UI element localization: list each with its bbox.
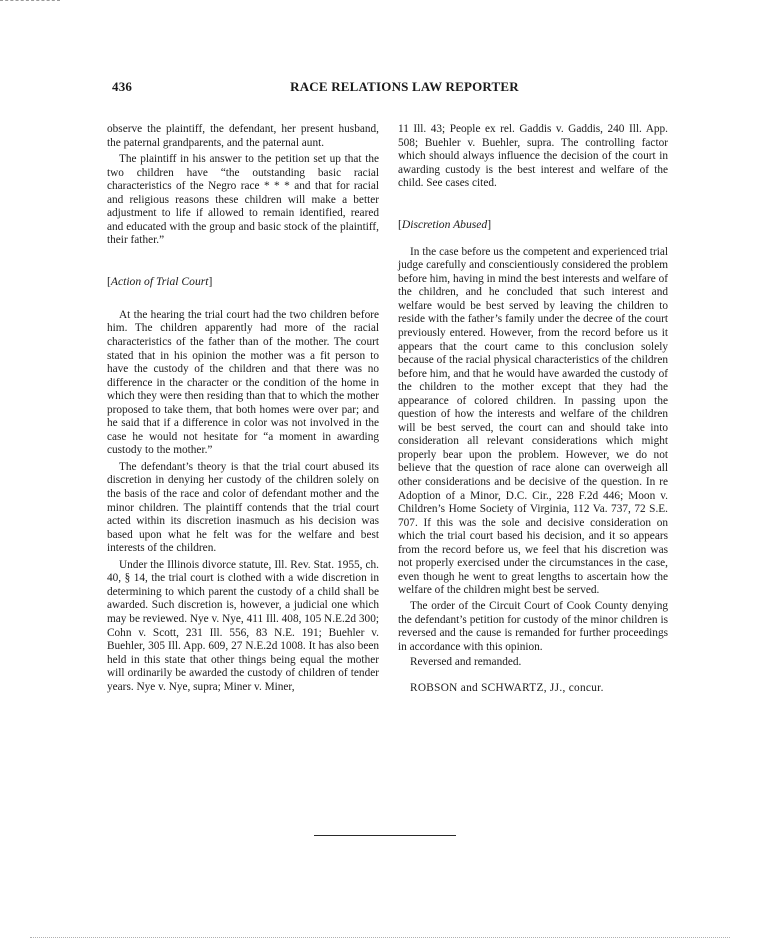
scan-edge-mark bbox=[0, 0, 60, 1]
running-title: RACE RELATIONS LAW REPORTER bbox=[290, 79, 519, 94]
paragraph: 11 Ill. 43; People ex rel. Gaddis v. Gaddis, 240 Ill. App. 508; Buehler v. Buehler, supra. The controlling factor which should always influence the decision of the court in awarding custody is the best interest and welfare of the child. See cases cited. bbox=[398, 123, 668, 190]
paragraph: observe the plaintiff, the defendant, her present husband, the paternal grandparents, and the paternal aunt. bbox=[107, 123, 379, 149]
page-header bbox=[112, 79, 667, 99]
scan-footer-mark bbox=[30, 937, 730, 938]
concurrence-line: ROBSON and SCHWARTZ, JJ., concur. bbox=[410, 681, 604, 694]
paragraph: Reversed and remanded. bbox=[410, 656, 522, 669]
paragraph: Under the Illinois divorce statute, Ill. Rev. Stat. 1955, ch. 40, § 14, the trial court is clothed with a wide discretion in determining to which parent the custody of a child shall be awarded. Such discretion is, however, a judicial one which may be reviewed. Nye v. Nye, 411 Ill. 408, 105 N.E.2d 300; Cohn v. Scott, 231 Ill. 556, 83 N.E. 191; Buehler v. Buehler, 305 Ill. App. 609, 27 N.E.2d 1008. It has also been held in this state that other things being equal the mother will ordinarily be awarded the custody of children of tender years. Nye v. Nye, supra; Miner v. Miner, bbox=[107, 558, 379, 693]
section-heading-discretion-abused: [Discretion Abused] bbox=[398, 217, 492, 231]
paragraph: The order of the Circuit Court of Cook County denying the defendant’s petition for custody of the minor children is reversed and the cause is remanded for further proceedings in accordance with this opinion. bbox=[398, 599, 668, 653]
left-column bbox=[107, 123, 379, 694]
page-number: 436 bbox=[112, 79, 133, 94]
paragraph: The plaintiff in his answer to the petition set up that the two children have “the outstanding basic racial characteristics of the Negro race * * * and that for racial and religious reasons these children will make a better adjustment to life if allowed to remain identified, reared and educated with the group and basic stock of the plaintiff, their father.” bbox=[107, 153, 379, 247]
paragraph: In the case before us the competent and experienced trial judge carefully and conscientiously considered the problem before him, having in mind the best interests and welfare of the children, and he concluded that such interest and welfare would be best served by leaving the children to reside with the father’s family under the decree of the court previously entered. However, from the record before us it appears that the court came to this conclusion solely because of the racial physical characteristics of the children before him, and that he would have awarded the custody of the children to the mother except that they had the appearance of colored children. In passing upon the question of how the interests and welfare of the children will be best served, the court can and should take into consideration all relevant considerations which might properly bear upon the problem. However, we do not believe that the question of race alone can overweigh all other considerations and be decisive of the question. In re Adoption of a Minor, D.C. Cir., 228 F.2d 446; Moon v. Children’s Home Society of Virginia, 112 Va. 737, 72 S.E. 707. If this was the sole and decisive consideration on which the trial court based his decision, and it so appears from the record before us, we feel that his discretion was not properly exercised under the circumstances in the case, even though he went to great lengths to ascertain how the welfare of the children might best be served. bbox=[398, 245, 668, 597]
section-heading-action-of-trial-court: [Action of Trial Court] bbox=[107, 274, 213, 288]
paragraph: The defendant’s theory is that the trial court abused its discretion in denying her custody of the children solely on the basis of the race and color of defendant mother and the minor children. The plaintiff contends that the trial court acted within its discretion inasmuch as his decision was based upon what he felt was for the welfare and best interests of the children. bbox=[107, 460, 379, 555]
closing-rule bbox=[314, 835, 456, 836]
paragraph: At the hearing the trial court had the two children before him. The children apparently had more of the racial characteristics of the father than of the mother. The court stated that in his opinion the mother was a fit person to have the custody of the children and that there was no difference in the character or the condition of the home in which they were then residing than that to which the mother proposed to take them, that both homes were over par; and he said that if a difference in color was not involved in the case he would not hesitate for “a moment in awarding custody to the mother.” bbox=[107, 308, 379, 457]
right-column bbox=[398, 123, 668, 695]
